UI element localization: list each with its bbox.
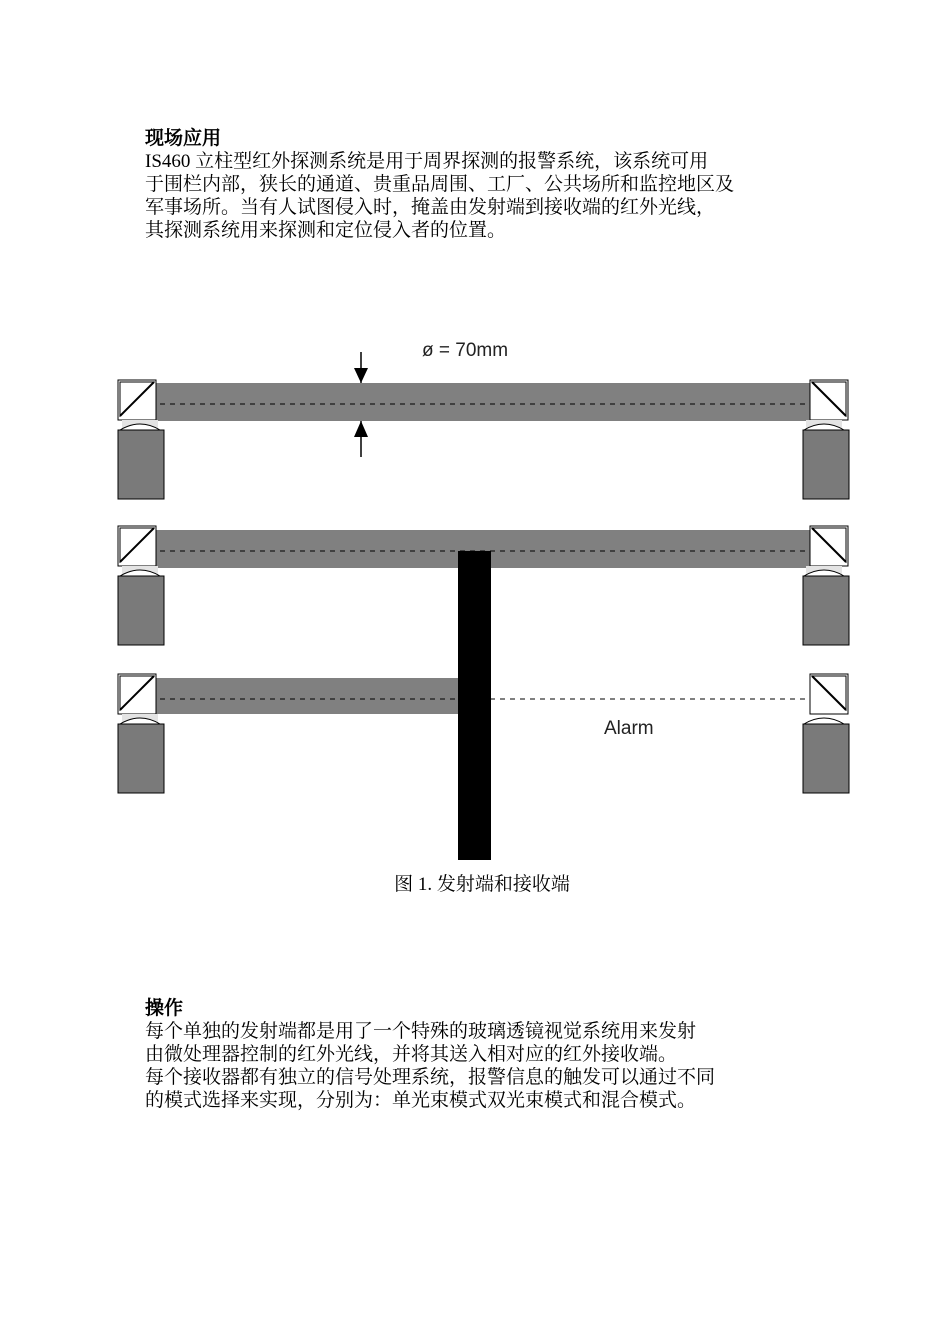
post: [118, 430, 164, 499]
section-heading: 现场应用: [145, 127, 222, 149]
alarm-label: Alarm: [604, 718, 654, 739]
transmitter-receiver-diagram: [0, 330, 950, 870]
post: [118, 724, 164, 793]
infrared-beam: [140, 678, 458, 714]
infrared-beam: [140, 383, 810, 421]
section-operation: [145, 996, 815, 1112]
section-site-application: [145, 126, 815, 242]
beam-row-1: [118, 340, 849, 499]
post: [803, 576, 849, 645]
paragraph-line: 军事场所。当有人试图侵入时，掩盖由发射端到接收端的红外光线，: [145, 197, 716, 218]
post: [803, 724, 849, 793]
paragraph-line: 于围栏内部，狭长的通道、贵重品周围、工厂、公共场所和监控地区及: [145, 174, 735, 195]
receiver-right: [803, 526, 849, 645]
paragraph-line: IS460 立柱型红外探测系统是用于周界探测的报警系统，该系统可用: [145, 151, 709, 172]
post: [118, 576, 164, 645]
figure-caption: 图 1. 发射端和接收端: [394, 874, 570, 895]
paragraph-line: 每个接收器都有独立的信号处理系统，报警信息的触发可以通过不同: [145, 1067, 716, 1088]
dimension-label: ø = 70mm: [422, 340, 509, 361]
paragraph-line: 由微处理器控制的红外光线，并将其送入相对应的红外接收端。: [145, 1044, 678, 1065]
paragraph-line: 其探测系统用来探测和定位侵入者的位置。: [145, 220, 507, 241]
post: [803, 430, 849, 499]
intruder-obstacle: [458, 551, 491, 860]
paragraph-line: 的模式选择来实现，分别为：单光束模式双光束模式和混合模式。: [145, 1090, 697, 1111]
receiver-right: [803, 380, 849, 499]
receiver-right: [803, 674, 849, 793]
section-heading: 操作: [145, 997, 184, 1019]
paragraph-line: 每个单独的发射端都是用了一个特殊的玻璃透镜视觉系统用来发射: [145, 1021, 697, 1042]
